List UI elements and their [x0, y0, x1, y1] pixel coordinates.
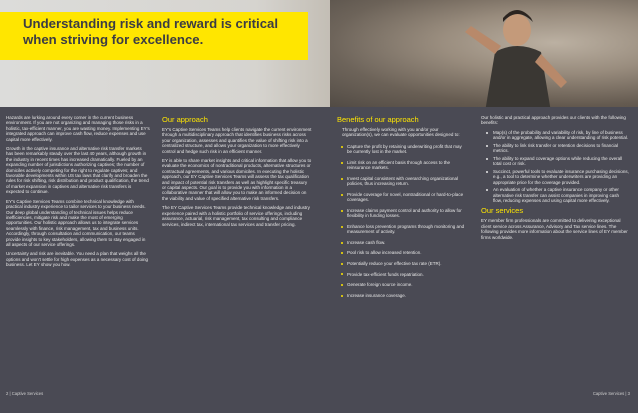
column-intro [6, 115, 150, 272]
paragraph: EY member firm professionals are committed to delivering exceptional client service across Assurance, Advisory and Tax service lines. The following provides more information about the service lines of EY member firms worldwide. [481, 218, 628, 240]
list-item: Limit risk on an efficient basis through access to the reinsurance markets. [337, 160, 467, 171]
list-item: Enhance loss prevention programs through monitoring and measurement of activity. [337, 224, 467, 235]
paragraph: EY's Captive Services Teams combine technical knowledge with practical industry experience to tailor services to your business needs. Our deep global understanding of technical issues helps reduce inefficiencies, mitigate risk and make the most of emerging opportunities. Our holistic approach allows us to integrate services seamlessly with finance, risk management, tax and business units. Accordingly, through consultation and communication, our teams provide insights to key stakeholders, allowing them to stay engaged in all aspects of our service offerings. [6, 198, 146, 247]
column-approach [162, 115, 312, 231]
list-item: Increase cash flow. [337, 240, 467, 245]
list-item: Increase insurance coverage. [337, 293, 467, 298]
content-area [0, 107, 638, 413]
paragraph: Our holistic and practical approach provides our clients with the following benefits: [481, 115, 626, 126]
benefits-list [337, 144, 467, 298]
paragraph: EY's Captive Services Teams help clients navigate the current environment through a multidisciplinary approach that identifies business risks across your organization, assesses and quantifies the value of shifting risk into a centralized structure, and allows your organization to more effectively control and hedge such risk in an efficient manner. [162, 127, 312, 154]
list-item: Succinct, powerful tools to evaluate insurance purchasing decisions, e.g., a tool to determine whether underwriters are providing an appropriate price for the coverage provided. [481, 169, 629, 185]
footer-left: 2 | Captive Services [6, 391, 44, 396]
section-heading: Our services [481, 206, 524, 216]
list-item: Generate foreign source income. [337, 282, 467, 287]
list-item: An evaluation of whether a captive insurance company or other alternative risk transfer can assist companies in improving cash flow, reducing expenses and using capital more effectively. [481, 187, 629, 203]
column-services [481, 115, 629, 244]
paragraph: The EY Captive Services Teams provide technical knowledge and industry experience paired with a holistic portfolio of service offerings, including assurance, actuarial, risk management, tax consulting and compliance services, indirect tax, international tax services and transfer pricing. [162, 205, 310, 227]
footer-right: Captive Services | 3 [592, 391, 630, 396]
list-item: Increase claims payment control and authority to allow for flexibility in funding losses. [337, 208, 467, 219]
list-item: Provide tax-efficient funds repatriation. [337, 272, 467, 277]
paragraph: Uncertainty and risk are inevitable. You need a plan that weighs all the options and won't settle for high expenses as a necessary cost of doing business. Let EY show you how. [6, 251, 148, 268]
list-item: Invest capital consistent with overarching organizational policies, thus increasing return. [337, 176, 467, 187]
paragraph: Growth in the captive insurance and alternative risk transfer markets has been remarkably steady over the last 40 years, although growth in the industry in recent times has increased dramatically. Fueled by an expanding number of jurisdictions authorizing captives; the number of domiciles actively competing for the right to regulate captives; and favorable developments within US tax laws that clarify and broaden the rules for risk shifting, risk distribution and product qualification, the trend of market expansion in captives and alternative risk transfers is expected to continue. [6, 146, 149, 195]
paragraph: Through effectively working with you and/or your organization(s), we can evaluate opportunities designed to: [342, 127, 460, 138]
list-item: Provide coverage for novel, nontraditional or hard-to-place coverages. [337, 192, 467, 203]
column-benefits [337, 115, 467, 303]
holistic-benefits-list [481, 130, 629, 204]
paragraph: EY is able to share market insights and critical information that allow you to evaluate the economics of nontraditional products, alternative structures or contractual agreements, and various domiciles. In executing the holistic approach, our EY Captive Services Teams will assess the tax qualification and impact of potential risk transfers as well as highlight specific treasury or capital aspects. Our goal is to provide you with information in a collaborative manner that will allow you to make an informed decision on the viability and value of specified alternative risk transfers. [162, 158, 312, 201]
list-item: Map(s) of the probability and variability of risk, by line of business and/or in aggregate, allowing a clear understanding of risk potential. [481, 130, 629, 141]
list-item: The ability to link risk transfer or retention decisions to financial metrics. [481, 143, 629, 154]
paragraph: Hazards are lurking around every corner in the current business environment. If you are not organizing and managing those risks in a holistic, tax-efficient manner, you are wasting money. Implementing EY's integrated approach can improve cash flow, reduce expenses and use capital more effectively. [6, 115, 150, 142]
page-title: Understanding risk and reward is critical when striving for excellence. [23, 16, 279, 47]
section-heading: Benefits of our approach [337, 115, 419, 124]
list-item: The ability to expand coverage options while reducing the overall total cost or risk. [481, 156, 629, 167]
list-item: Pool risk to allow increased retention. [337, 250, 467, 255]
header-photo [0, 0, 638, 107]
climber-illustration [455, 0, 575, 107]
list-item: Capture the profit by retaining underwriting profit that may be currently lost in the market. [337, 144, 467, 155]
list-item: Potentially reduce your effective tax rate (ETR). [337, 261, 467, 266]
section-heading: Our approach [162, 115, 208, 124]
